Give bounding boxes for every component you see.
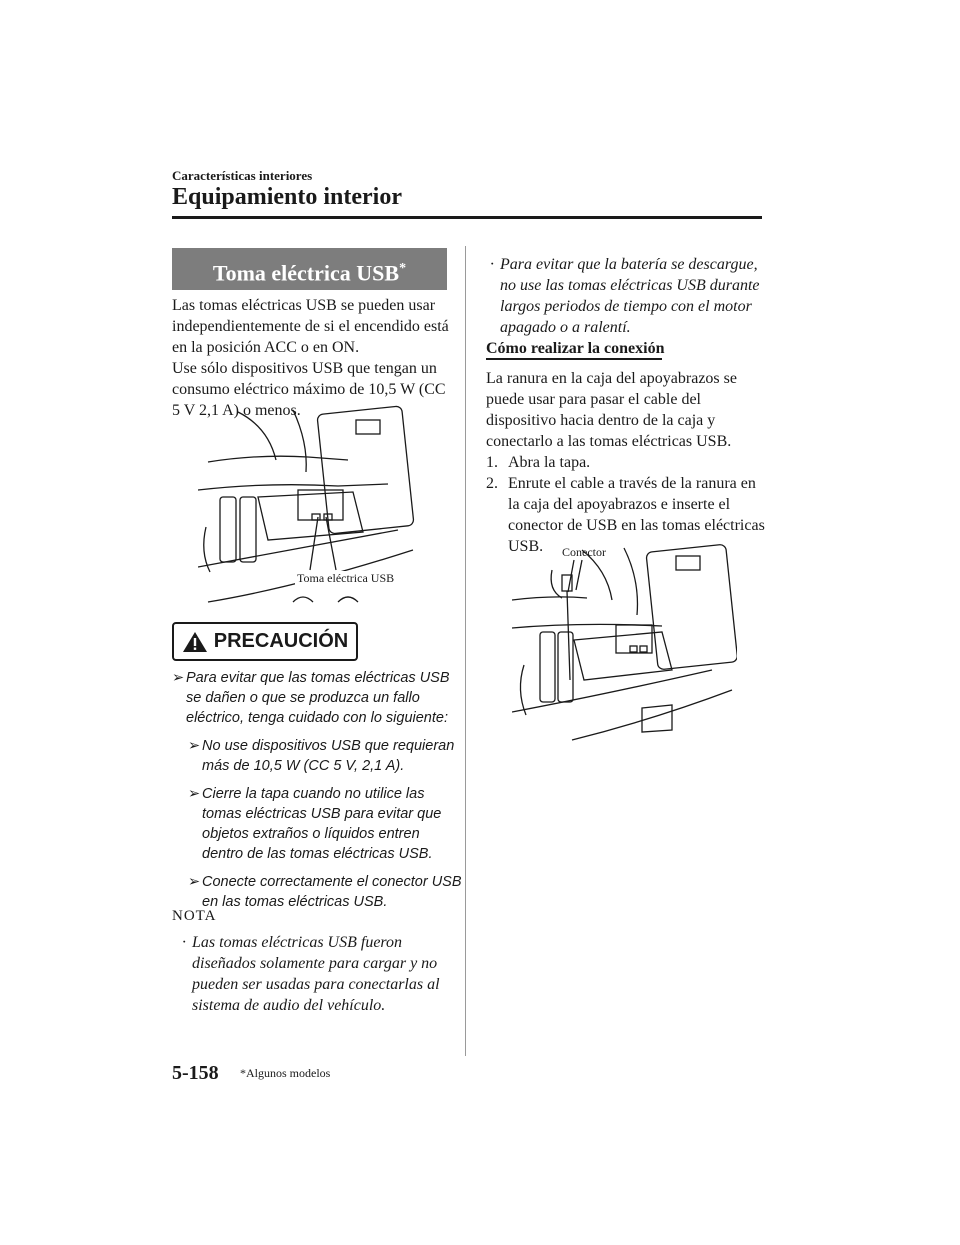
intro-paragraph-2: Use sólo dispositivos USB que tengan un consumo eléctrico máximo de 10,5 W (CC 5 V 2,1 A) o menos. <box>172 360 446 419</box>
footnote: *Algunos modelos <box>240 1066 331 1080</box>
callout-leader-2 <box>310 517 318 570</box>
usb-port-2 <box>640 646 647 652</box>
console-bottom-line <box>198 530 398 567</box>
seat-edge-line <box>238 412 276 460</box>
usb-port-1 <box>630 646 637 652</box>
caution-sub-item: ➢ Cierre la tapa cuando no utilice las tomas eléctricas USB para evitar que objetos extraños o líquidos entren dentro de las tomas eléctricas USB. <box>188 786 442 862</box>
armrest-tray <box>258 492 363 540</box>
arrow-bullet-icon: ➢ <box>188 874 201 890</box>
cupholder-slot-right <box>240 497 256 562</box>
battery-note: · Para evitar que la batería se descargue, no use las tomas eléctricas USB durante largos periodos de tiempo con el motor apagado o a ralentí. <box>490 256 760 336</box>
caution-list <box>172 668 462 920</box>
column-divider <box>465 246 466 1056</box>
topic-marker: * <box>399 261 407 276</box>
bullet-dot-icon: · <box>182 934 186 951</box>
console-edge-line <box>208 456 348 462</box>
note-label: NOTA <box>172 908 217 924</box>
cable-loop <box>551 570 562 598</box>
arrow-bullet-icon: ➢ <box>188 786 201 802</box>
caution-label: PRECAUCIÓN <box>213 630 349 652</box>
cupholder-curve <box>520 665 526 715</box>
connector-leader-line <box>568 560 574 592</box>
lid-latch <box>356 420 380 434</box>
cupholder-slot-left <box>540 632 555 702</box>
caution-box <box>172 622 358 661</box>
topic-banner <box>172 248 447 290</box>
title-rule <box>172 216 762 219</box>
caution-sub-item: ➢ Conecte correctamente el conector USB en las tomas eléctricas USB. <box>188 874 462 910</box>
note-item: · Las tomas eléctricas USB fueron diseñados solamente para cargar y no pueden ser usadas para conectarlas al sistema de audio del vehículo. <box>182 934 440 1014</box>
hand-sketch <box>293 597 358 602</box>
page-number: 5-158 <box>172 1062 219 1084</box>
cupholder-slot-right <box>558 632 573 702</box>
figure-label-connector: Conector <box>562 545 606 559</box>
connector-routing-illustration <box>512 540 737 745</box>
armrest-lid <box>646 544 737 670</box>
usb-port-1 <box>312 514 320 520</box>
connector-leader-line-2 <box>576 560 582 590</box>
caution-main-item: ➢ Para evitar que las tomas eléctricas USB se dañen o que se produzca un fallo eléctrico, tenga cuidado con lo siguiente: <box>172 670 450 726</box>
step-item: 1. Abra la tapa. <box>486 454 591 471</box>
subhead-rule <box>486 358 662 360</box>
caution-sub-item: ➢ No use dispositivos USB que requieran más de 10,5 W (CC 5 V, 2,1 A). <box>188 738 455 774</box>
armrest-strap <box>642 705 672 732</box>
connection-subhead: Cómo realizar la conexión <box>486 340 665 357</box>
cupholder-slot-left <box>220 497 236 562</box>
intro-paragraph-1: Las tomas eléctricas USB se pueden usar independientemente de si el encendido está en la posición ACC o en ON. <box>172 297 449 356</box>
lid-latch <box>676 556 700 570</box>
warning-triangle-icon <box>182 631 208 653</box>
console-edge-line <box>512 597 587 600</box>
arrow-bullet-icon: ➢ <box>188 738 201 754</box>
seat-seam-line <box>624 548 637 615</box>
connection-text <box>486 368 771 557</box>
topic-title: Toma eléctrica USB <box>212 260 400 286</box>
seat-seam-line <box>293 410 306 472</box>
section-kicker: Características interiores <box>172 168 313 183</box>
bullet-dot-icon: · <box>490 256 494 273</box>
floor-line <box>572 690 732 740</box>
arrow-bullet-icon: ➢ <box>172 670 185 686</box>
step-item: 2. Enrute el cable a través de la ranura en la caja del apoyabrazos e inserte el conector de USB en las tomas eléctricas USB. <box>486 475 765 555</box>
usb-cable <box>567 591 570 680</box>
figure-label-usb-outlet: Toma eléctrica USB <box>297 571 395 585</box>
page-title: Equipamiento interior <box>172 184 403 210</box>
console-rim-line <box>198 484 388 490</box>
seat-edge-line <box>582 550 612 600</box>
connection-paragraph: La ranura en la caja del apoyabrazos se puede usar para pasar el cable del dispositivo hacia dentro de la caja y conectarlo a las tomas eléctricas USB. <box>486 370 737 450</box>
